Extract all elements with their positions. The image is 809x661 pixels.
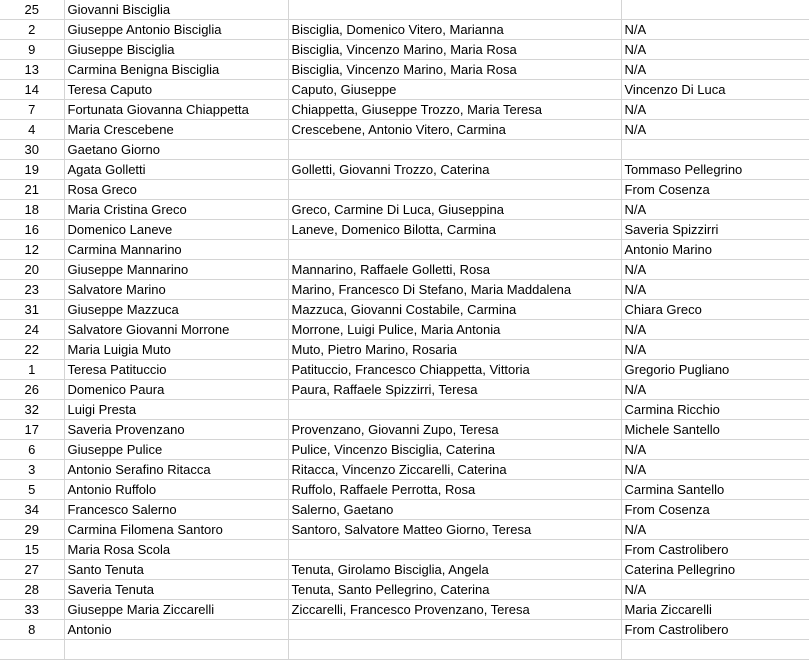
cell-record-id[interactable]: 15 bbox=[0, 540, 64, 560]
table-row bbox=[0, 280, 809, 300]
cell-record-id[interactable]: 1 bbox=[0, 360, 64, 380]
cell-record-id[interactable]: 34 bbox=[0, 500, 64, 520]
cell-person-name[interactable]: Giuseppe Antonio Bisciglia bbox=[64, 20, 288, 40]
cell-parents[interactable]: Ziccarelli, Francesco Provenzano, Teresa bbox=[288, 600, 621, 620]
cell-person-name[interactable]: Maria Rosa Scola bbox=[64, 540, 288, 560]
cell-parents[interactable] bbox=[288, 620, 621, 640]
cell-godparent[interactable]: From Cosenza bbox=[621, 180, 809, 200]
cell-person-name[interactable]: Domenico Paura bbox=[64, 380, 288, 400]
cell-parents[interactable]: Salerno, Gaetano bbox=[288, 500, 621, 520]
cell-record-id[interactable]: 16 bbox=[0, 220, 64, 240]
cell-parents[interactable]: Santoro, Salvatore Matteo Giorno, Teresa bbox=[288, 520, 621, 540]
cell-parents[interactable] bbox=[288, 640, 621, 660]
table-row bbox=[0, 260, 809, 280]
cell-person-name[interactable]: Agata Golletti bbox=[64, 160, 288, 180]
cell-godparent[interactable] bbox=[621, 0, 809, 20]
cell-person-name[interactable]: Giuseppe Pulice bbox=[64, 440, 288, 460]
cell-person-name[interactable]: Salvatore Giovanni Morrone bbox=[64, 320, 288, 340]
cell-godparent[interactable] bbox=[621, 140, 809, 160]
table-row bbox=[0, 400, 809, 420]
cell-parents[interactable]: Mazzuca, Giovanni Costabile, Carmina bbox=[288, 300, 621, 320]
cell-godparent[interactable]: Antonio Marino bbox=[621, 240, 809, 260]
table-row bbox=[0, 40, 809, 60]
cell-record-id[interactable]: 13 bbox=[0, 60, 64, 80]
cell-godparent[interactable]: N/A bbox=[621, 380, 809, 400]
cell-parents[interactable]: Pulice, Vincenzo Bisciglia, Caterina bbox=[288, 440, 621, 460]
cell-parents[interactable]: Greco, Carmine Di Luca, Giuseppina bbox=[288, 200, 621, 220]
cell-godparent[interactable]: From Cosenza bbox=[621, 500, 809, 520]
table-row bbox=[0, 360, 809, 380]
cell-person-name[interactable]: Maria Cristina Greco bbox=[64, 200, 288, 220]
cell-person-name[interactable]: Giuseppe Bisciglia bbox=[64, 40, 288, 60]
cell-parents[interactable] bbox=[288, 180, 621, 200]
cell-person-name[interactable]: Maria Luigia Muto bbox=[64, 340, 288, 360]
table-row bbox=[0, 600, 809, 620]
cell-parents[interactable]: Bisciglia, Vincenzo Marino, Maria Rosa bbox=[288, 60, 621, 80]
cell-record-id[interactable]: 32 bbox=[0, 400, 64, 420]
cell-record-id[interactable]: 2 bbox=[0, 20, 64, 40]
cell-parents[interactable]: Ritacca, Vincenzo Ziccarelli, Caterina bbox=[288, 460, 621, 480]
cell-parents[interactable] bbox=[288, 0, 621, 20]
cell-godparent[interactable]: From Castrolibero bbox=[621, 620, 809, 640]
cell-person-name[interactable]: Carmina Filomena Santoro bbox=[64, 520, 288, 540]
table-row bbox=[0, 580, 809, 600]
cell-godparent[interactable]: Gregorio Pugliano bbox=[621, 360, 809, 380]
table-row bbox=[0, 80, 809, 100]
cell-parents[interactable]: Muto, Pietro Marino, Rosaria bbox=[288, 340, 621, 360]
table-row bbox=[0, 560, 809, 580]
cell-person-name[interactable]: Giuseppe Mannarino bbox=[64, 260, 288, 280]
cell-person-name[interactable]: Fortunata Giovanna Chiappetta bbox=[64, 100, 288, 120]
cell-godparent[interactable]: N/A bbox=[621, 320, 809, 340]
cell-godparent[interactable]: N/A bbox=[621, 120, 809, 140]
cell-godparent[interactable]: N/A bbox=[621, 440, 809, 460]
cell-parents[interactable]: Chiappetta, Giuseppe Trozzo, Maria Teresa bbox=[288, 100, 621, 120]
cell-record-id[interactable]: 22 bbox=[0, 340, 64, 360]
cell-parents[interactable]: Tenuta, Santo Pellegrino, Caterina bbox=[288, 580, 621, 600]
cell-godparent[interactable]: N/A bbox=[621, 580, 809, 600]
table-row bbox=[0, 340, 809, 360]
cell-record-id[interactable]: 14 bbox=[0, 80, 64, 100]
cell-godparent[interactable]: Michele Santello bbox=[621, 420, 809, 440]
table-row bbox=[0, 20, 809, 40]
table-row bbox=[0, 540, 809, 560]
cell-record-id[interactable]: 5 bbox=[0, 480, 64, 500]
cell-godparent[interactable]: N/A bbox=[621, 280, 809, 300]
cell-godparent[interactable]: N/A bbox=[621, 520, 809, 540]
cell-parents[interactable]: Marino, Francesco Di Stefano, Maria Maddalena bbox=[288, 280, 621, 300]
cell-parents[interactable]: Mannarino, Raffaele Golletti, Rosa bbox=[288, 260, 621, 280]
cell-record-id[interactable]: 25 bbox=[0, 0, 64, 20]
cell-person-name[interactable]: Santo Tenuta bbox=[64, 560, 288, 580]
cell-parents[interactable]: Laneve, Domenico Bilotta, Carmina bbox=[288, 220, 621, 240]
cell-godparent[interactable]: Carmina Santello bbox=[621, 480, 809, 500]
cell-person-name[interactable]: Antonio Serafino Ritacca bbox=[64, 460, 288, 480]
cell-person-name[interactable]: Salvatore Marino bbox=[64, 280, 288, 300]
table-row bbox=[0, 500, 809, 520]
cell-parents[interactable] bbox=[288, 540, 621, 560]
cell-parents[interactable]: Bisciglia, Domenico Vitero, Marianna bbox=[288, 20, 621, 40]
table-row bbox=[0, 640, 809, 660]
cell-parents[interactable]: Caputo, Giuseppe bbox=[288, 80, 621, 100]
cell-person-name[interactable]: Antonio Ruffolo bbox=[64, 480, 288, 500]
cell-person-name[interactable]: Giovanni Bisciglia bbox=[64, 0, 288, 20]
cell-godparent[interactable]: Tommaso Pellegrino bbox=[621, 160, 809, 180]
cell-person-name[interactable]: Francesco Salerno bbox=[64, 500, 288, 520]
cell-record-id[interactable]: 33 bbox=[0, 600, 64, 620]
table-row bbox=[0, 520, 809, 540]
cell-record-id[interactable]: 29 bbox=[0, 520, 64, 540]
table-row bbox=[0, 180, 809, 200]
cell-godparent[interactable]: N/A bbox=[621, 200, 809, 220]
cell-record-id[interactable]: 6 bbox=[0, 440, 64, 460]
cell-godparent[interactable] bbox=[621, 640, 809, 660]
cell-parents[interactable]: Golletti, Giovanni Trozzo, Caterina bbox=[288, 160, 621, 180]
cell-person-name[interactable]: Rosa Greco bbox=[64, 180, 288, 200]
table-row bbox=[0, 220, 809, 240]
cell-record-id[interactable]: 27 bbox=[0, 560, 64, 580]
cell-record-id[interactable]: 28 bbox=[0, 580, 64, 600]
cell-godparent[interactable]: N/A bbox=[621, 460, 809, 480]
cell-record-id[interactable]: 19 bbox=[0, 160, 64, 180]
table-row bbox=[0, 620, 809, 640]
cell-godparent[interactable]: From Castrolibero bbox=[621, 540, 809, 560]
cell-parents[interactable] bbox=[288, 240, 621, 260]
cell-person-name[interactable]: Saveria Provenzano bbox=[64, 420, 288, 440]
cell-person-name[interactable]: Antonio bbox=[64, 620, 288, 640]
cell-record-id[interactable]: 24 bbox=[0, 320, 64, 340]
cell-parents[interactable]: Crescebene, Antonio Vitero, Carmina bbox=[288, 120, 621, 140]
cell-parents[interactable] bbox=[288, 400, 621, 420]
cell-parents[interactable]: Morrone, Luigi Pulice, Maria Antonia bbox=[288, 320, 621, 340]
table-row bbox=[0, 460, 809, 480]
cell-record-id[interactable]: 3 bbox=[0, 460, 64, 480]
cell-godparent[interactable]: Carmina Ricchio bbox=[621, 400, 809, 420]
cell-person-name[interactable]: Giuseppe Maria Ziccarelli bbox=[64, 600, 288, 620]
cell-godparent[interactable]: Caterina Pellegrino bbox=[621, 560, 809, 580]
table-row bbox=[0, 60, 809, 80]
cell-godparent[interactable]: N/A bbox=[621, 20, 809, 40]
cell-person-name[interactable]: Teresa Patituccio bbox=[64, 360, 288, 380]
cell-record-id[interactable]: 8 bbox=[0, 620, 64, 640]
cell-godparent[interactable]: N/A bbox=[621, 260, 809, 280]
table-row bbox=[0, 200, 809, 220]
cell-person-name[interactable] bbox=[64, 640, 288, 660]
cell-record-id[interactable]: 23 bbox=[0, 280, 64, 300]
table-row bbox=[0, 300, 809, 320]
cell-record-id[interactable]: 26 bbox=[0, 380, 64, 400]
cell-person-name[interactable]: Carmina Mannarino bbox=[64, 240, 288, 260]
cell-godparent[interactable]: Chiara Greco bbox=[621, 300, 809, 320]
cell-person-name[interactable]: Carmina Benigna Bisciglia bbox=[64, 60, 288, 80]
cell-person-name[interactable]: Saveria Tenuta bbox=[64, 580, 288, 600]
cell-record-id[interactable]: 7 bbox=[0, 100, 64, 120]
table-row bbox=[0, 100, 809, 120]
cell-parents[interactable] bbox=[288, 140, 621, 160]
cell-record-id[interactable]: 30 bbox=[0, 140, 64, 160]
cell-record-id[interactable]: 9 bbox=[0, 40, 64, 60]
cell-record-id[interactable]: 21 bbox=[0, 180, 64, 200]
cell-person-name[interactable]: Maria Crescebene bbox=[64, 120, 288, 140]
table-row bbox=[0, 480, 809, 500]
cell-parents[interactable]: Paura, Raffaele Spizzirri, Teresa bbox=[288, 380, 621, 400]
table-row bbox=[0, 160, 809, 180]
cell-person-name[interactable]: Domenico Laneve bbox=[64, 220, 288, 240]
cell-parents[interactable]: Tenuta, Girolamo Bisciglia, Angela bbox=[288, 560, 621, 580]
cell-person-name[interactable]: Gaetano Giorno bbox=[64, 140, 288, 160]
cell-godparent[interactable]: Vincenzo Di Luca bbox=[621, 80, 809, 100]
cell-person-name[interactable]: Giuseppe Mazzuca bbox=[64, 300, 288, 320]
table-row bbox=[0, 320, 809, 340]
cell-record-id[interactable]: 4 bbox=[0, 120, 64, 140]
cell-godparent[interactable]: N/A bbox=[621, 60, 809, 80]
cell-record-id[interactable]: 12 bbox=[0, 240, 64, 260]
cell-parents[interactable]: Ruffolo, Raffaele Perrotta, Rosa bbox=[288, 480, 621, 500]
table-row bbox=[0, 440, 809, 460]
cell-record-id[interactable]: 31 bbox=[0, 300, 64, 320]
table-row bbox=[0, 140, 809, 160]
cell-record-id[interactable]: 20 bbox=[0, 260, 64, 280]
cell-godparent[interactable]: Maria Ziccarelli bbox=[621, 600, 809, 620]
table-row bbox=[0, 420, 809, 440]
cell-person-name[interactable]: Teresa Caputo bbox=[64, 80, 288, 100]
cell-godparent[interactable]: N/A bbox=[621, 100, 809, 120]
cell-godparent[interactable]: N/A bbox=[621, 340, 809, 360]
cell-person-name[interactable]: Luigi Presta bbox=[64, 400, 288, 420]
cell-record-id[interactable]: 18 bbox=[0, 200, 64, 220]
cell-record-id[interactable] bbox=[0, 640, 64, 660]
table-row bbox=[0, 120, 809, 140]
cell-parents[interactable]: Patituccio, Francesco Chiappetta, Vittoria bbox=[288, 360, 621, 380]
cell-godparent[interactable]: N/A bbox=[621, 40, 809, 60]
cell-godparent[interactable]: Saveria Spizzirri bbox=[621, 220, 809, 240]
table-row bbox=[0, 380, 809, 400]
cell-parents[interactable]: Bisciglia, Vincenzo Marino, Maria Rosa bbox=[288, 40, 621, 60]
table-row bbox=[0, 240, 809, 260]
cell-record-id[interactable]: 17 bbox=[0, 420, 64, 440]
table-row bbox=[0, 0, 809, 20]
cell-parents[interactable]: Provenzano, Giovanni Zupo, Teresa bbox=[288, 420, 621, 440]
